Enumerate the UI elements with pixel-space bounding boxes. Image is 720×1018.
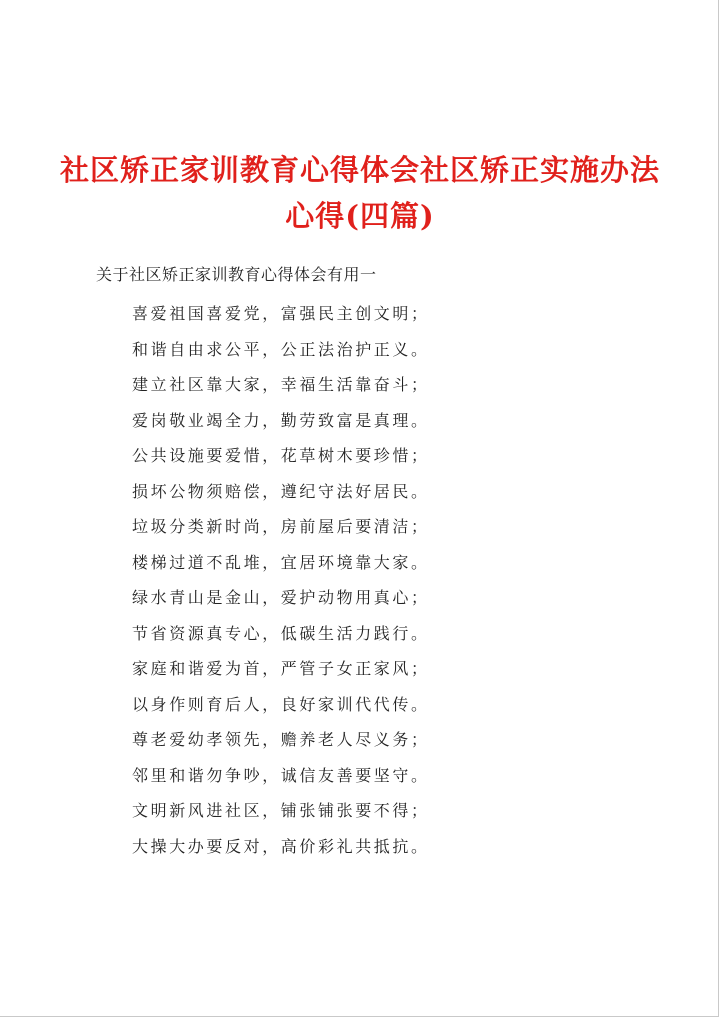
verse-line: 家庭和谐爱为首，严管子女正家风； [132,659,430,678]
verse-list [132,302,430,870]
verse-line: 损坏公物须赔偿，遵纪守法好居民。 [132,481,430,501]
verse-line: 以身作则育后人，良好家训代代传。 [132,694,430,714]
verse-line: 楼梯过道不乱堆，宜居环境靠大家。 [132,552,430,572]
verse-line: 大操大办要反对，高价彩礼共抵抗。 [132,836,430,856]
document-title-line-2: 心得(四篇) [285,199,435,233]
verse-line: 尊老爱幼孝领先，赡养老人尽义务； [132,730,430,749]
verse-line: 公共设施要爱惜，花草树木要珍惜； [132,446,430,465]
verse-line: 建立社区靠大家，幸福生活靠奋斗； [132,375,430,394]
verse-line: 喜爱祖国喜爱党，富强民主创文明； [132,304,430,323]
verse-line: 文明新风进社区，铺张铺张要不得； [132,801,430,820]
verse-line: 邻里和谐勿争吵，诚信友善要坚守。 [132,765,430,785]
verse-line: 爱岗敬业竭全力，勤劳致富是真理。 [132,410,430,430]
verse-line: 和谐自由求公平，公正法治护正义。 [132,339,430,359]
intro-paragraph: 关于社区矫正家训教育心得体会有用一 [96,265,377,284]
document-title-line-1: 社区矫正家训教育心得体会社区矫正实施办法 [60,153,661,187]
verse-line: 节省资源真专心，低碳生活力践行。 [132,623,430,643]
verse-line: 垃圾分类新时尚，房前屋后要清洁； [132,517,430,536]
verse-line: 绿水青山是金山，爱护动物用真心； [132,588,430,607]
